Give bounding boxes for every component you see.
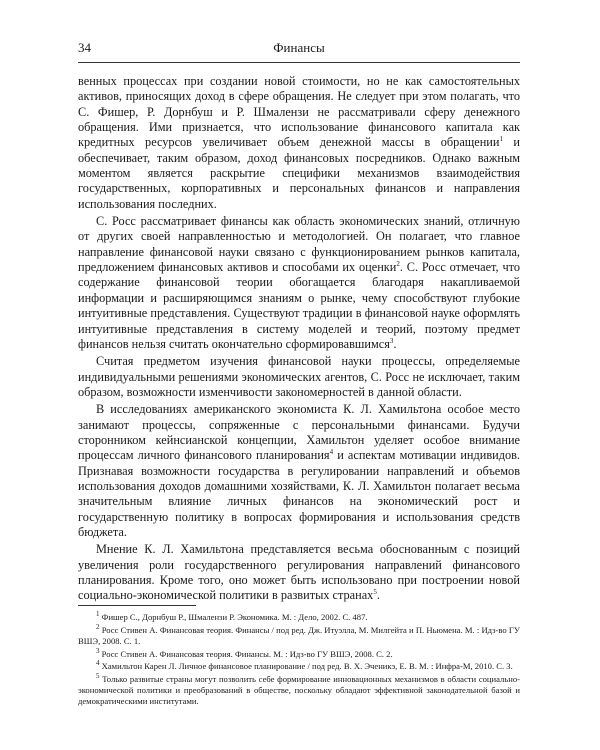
header-rule — [78, 62, 520, 63]
footnotes — [78, 612, 520, 708]
footnote-mark-3: 3 — [389, 336, 394, 345]
footnote-1: $^1$ Фишер С., Дорнбуш Р., Шмалензи Р. Экономика. М. : Дело, 2002. С. 487. — [96, 610, 368, 622]
footnote-mark-1: 1 — [499, 135, 503, 144]
page-number: 34 — [78, 40, 91, 55]
paragraph-5: Мнение К. Л. Хамильтона представляется весьма обоснованным с позиций увеличения роли государственного регулирования направлений финансового планирования. Кроме того, оно может быть использовано при построении новой социально-экономической политики в развитых странах$^5$. — [78, 542, 520, 603]
footnote-5: $^5$ Только развитые страны могут позволить себе формирование инновационных механизмов в области социально-экономической политики и преобразований в обществе, поскольку обладают эффективной законодательной базой и демократическими институтами. — [78, 672, 520, 707]
page-header — [78, 40, 520, 60]
paragraph-2: С. Росс рассматривает финансы как область экономических знаний, отличную от других своей направленностью и методологией. Он полагает, что главное направление финансовой науки связано с функционированием рынков капитала, предложением финансовых активов и способами их оценки$^2$. С. Росс отмечает, что содержание финансовой теории обогащается благодаря накапливаемой информации и расширяющимся знаниям о рынке, чему способствуют глубокие интуитивные представления. Существуют традиции в финансовой науке оформлять интуитивные представления в систему моделей и теорий, поэтому предмет финансов нельзя считать окончательно сформировавшимся$^3$. — [78, 214, 520, 351]
body-text — [78, 74, 520, 604]
footnote-mark-4: 4 — [329, 448, 334, 457]
running-title: Финансы — [273, 40, 325, 55]
footnote-3: $^3$ Росс Стивен А. Финансовая теория. Финансы. М. : Идз-во ГУ ВШЭ, 2008. С. 2. — [96, 646, 393, 659]
paragraph-1: венных процессах при создании новой стоимости, но не как самостоятельных активов, приносящих доход в сфере обращения. Не следует при этом полагать, что С. Фишер, Р. Дорнбуш и Р. Шмалензи не рассматривали сферу денежного обращения. Ими признается, что использование финансового капитала как кредитных ресурсов увеличивает объем денежной массы в обращении$^1$ и обеспечивает, таким образом, доход финансовых посредников. Однако важным моментом является раскрытие специфики механизмов взаимодействия государственных, корпоративных и персональных финансов и направления использования последних. — [78, 74, 520, 211]
paragraph-4: В исследованиях американского экономиста К. Л. Хамильтона особое место занимают процессы, сопряженные с персональными финансами. Будучи сторонником кейнсианской концепции, Хамильтон уделяет особое внимание процессам личного финансового планирования$^4$ и аспектам мотивации индивидов. Признавая возможности государства в регулировании направлений и объемов использования доходов домашними хозяйствами, К. Л. Хамильтон полагает весьма значительным влияние личных финансов на экономический рост и государственную политику в вопросах формирования и использования средств бюджета. — [78, 402, 520, 539]
footnote-rule — [78, 605, 196, 606]
footnote-mark-2: 2 — [396, 260, 400, 269]
footnote-4: $^4$ Хамильтон Карен Л. Личное финансовое планирование / под ред. В. Х. Эченикэ, Е. В. М. : Инфра-М, 2010. С. 3. — [96, 659, 513, 672]
footnote-2: $^2$ Росс Стивен А. Финансовая теория. Финансы / под ред. Дж. Итуэлла, М. Милгейта и П. Ньюмена. М. : Идз-во ГУ ВШЭ, 2008. С. 1. — [78, 622, 520, 646]
footnote-mark-5: 5 — [373, 588, 377, 597]
paragraph-3: Считая предметом изучения финансовой науки процессы, определяемые индивидуальными решениями экономических агентов, С. Росс не исключает, таким образом, возможности изменчивости закономерностей в данной области. — [78, 354, 520, 399]
